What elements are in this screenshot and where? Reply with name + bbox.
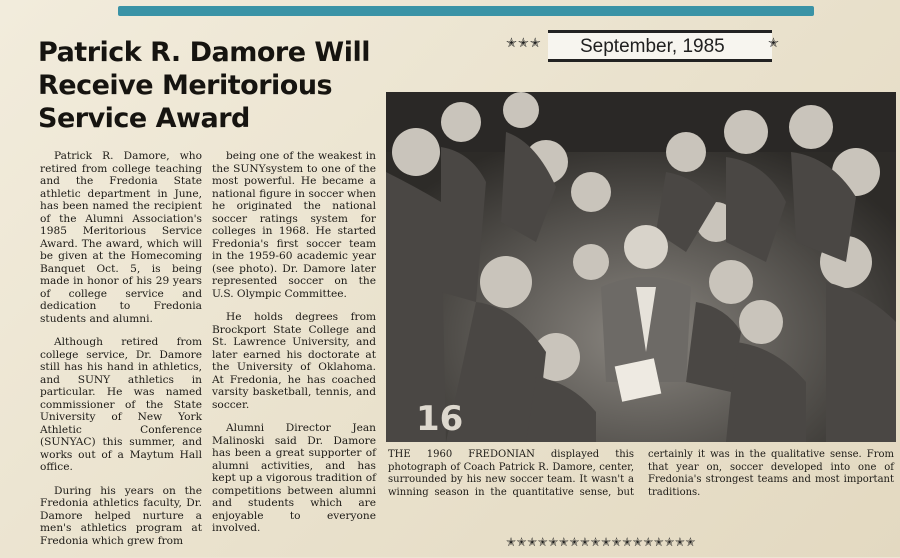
dateline — [506, 30, 784, 64]
article-column-2 — [212, 150, 376, 546]
article-paragraph: being one of the weakest in the SUNYsystem to one of the most powerful. He became a national figure in soccer when he originated the national soccer ratings system for colleges in 1968. He started Fredonia's first soccer team in the 1959-60 academic year (see photo). Dr. Damore later represented soccer on the U.S. Olympic Committee. — [212, 150, 376, 300]
publication-date: September, 1985 — [580, 36, 725, 57]
article-paragraph: He holds degrees from Brockport State College and St. Lawrence University, and later earned his doctorate at the University of Oklahoma. At Fredonia, he has coached varsity basketball, tennis, and soccer. — [212, 311, 376, 411]
dateline-stars-left: ✭✭✭ — [506, 36, 542, 51]
team-photo-illustration — [386, 92, 896, 442]
jersey-number: 16 — [416, 399, 464, 439]
article-paragraph: During his years on the Fredonia athletics faculty, Dr. Damore helped nurture a men's athletics program at Fredonia which grew from — [40, 484, 202, 547]
article-paragraph: Although retired from college service, Dr. Damore still has his hand in athletics, and SUNY athletics in particular. He was named commissioner of the State University of New York Athletic Conference (SUNYAC) this summer, and works out of a Maytum Hall office. — [40, 336, 202, 473]
footer-stars: ✭✭✭✭✭✭✭✭✭✭✭✭✭✭✭✭✭✭ — [506, 535, 696, 549]
article-paragraph: Alumni Director Jean Malinoski said Dr. Damore has been a great supporter of alumni activities, and has kept up a vigorous tradition of competitions between alumni and students which are enjoyable to everyone involved. — [212, 422, 376, 534]
team-photo — [386, 92, 896, 442]
headline: Patrick R. Damore Will Receive Meritorious Service Award — [38, 37, 370, 134]
article-paragraph: Patrick R. Damore, who retired from college teaching and the Fredonia State athletic department in June, has been named the recipient of the Alumni Association's 1985 Meritorious Service Award. The award, which will be given at the Homecoming Banquet Oct. 5, is being made in honor of his 29 years of college service and dedication to Fredonia students and alumni. — [40, 150, 202, 325]
article-column-1 — [40, 150, 202, 558]
accent-bar — [118, 6, 814, 16]
photo-caption: THE 1960 FREDONIAN displayed this photograph of Coach Patrick R. Damore, center, surrounded by his new soccer team. It wasn't a winning season in the quantitative sense, but certainly it was in the qualitative sense. From that year on, soccer developed into one of Fredonia's strongest teams and most important traditions. — [388, 449, 894, 498]
date-box — [548, 30, 772, 62]
dateline-stars-right: ✭ — [768, 36, 779, 51]
